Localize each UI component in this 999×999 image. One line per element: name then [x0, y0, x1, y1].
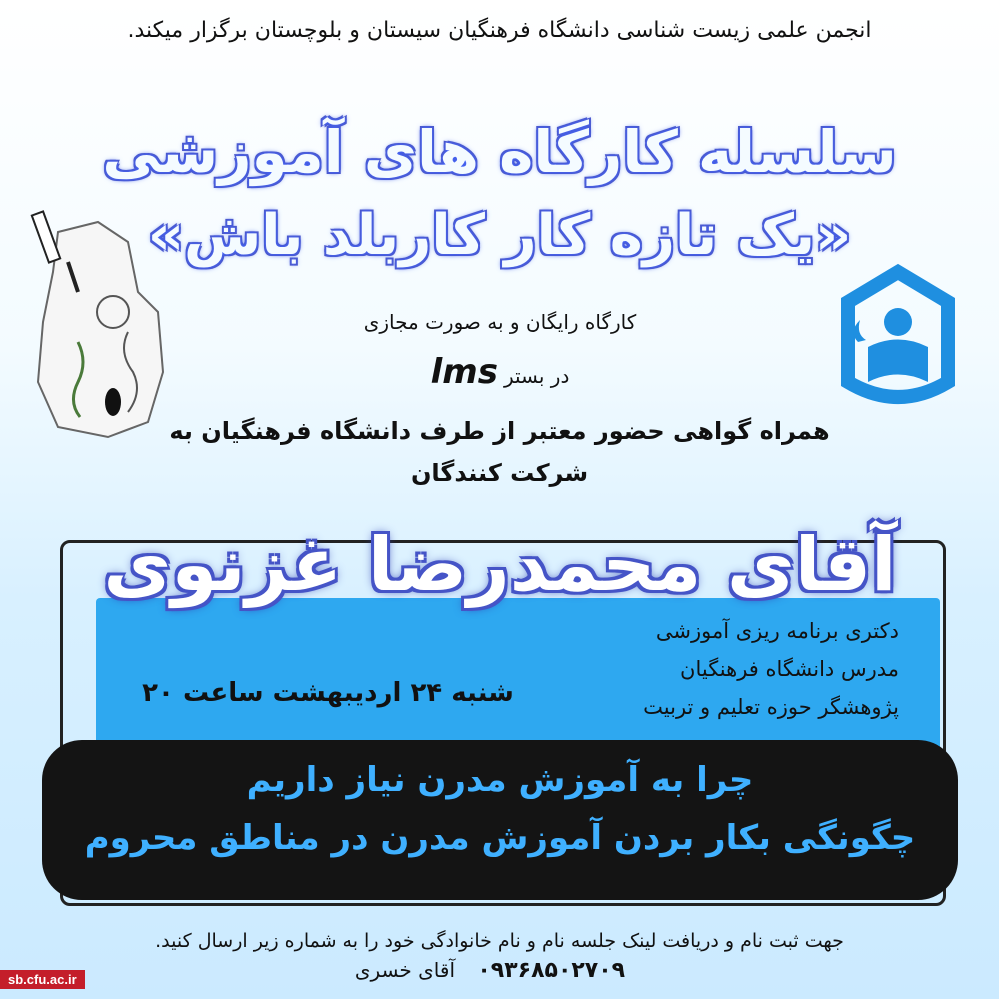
registration-contact-name: آقای خسری	[354, 958, 456, 982]
bio-line-degree: دکتری برنامه ریزی آموزشی	[655, 619, 899, 643]
bio-line-lecturer: مدرس دانشگاه فرهنگیان	[680, 657, 899, 681]
organizer-line: انجمن علمی زیست شناسی دانشگاه فرهنگیان سیستان و بلوچستان برگزار میکند.	[127, 18, 872, 43]
registration-contact	[330, 958, 650, 983]
topic-2: چگونگی بکار بردن آموزش مدرن در مناطق محروم	[84, 818, 916, 858]
topic-1: چرا به آموزش مدرن نیاز داریم	[246, 760, 754, 800]
university-logo-icon	[838, 262, 958, 422]
speaker-bio	[579, 612, 899, 726]
biology-association-logo-icon	[18, 202, 168, 442]
workshop-series-title: سلسله کارگاه های آموزشی	[102, 118, 897, 186]
workshop-slogan: «یک تازه کار کاربلد باش»	[147, 203, 852, 268]
registration-instruction: جهت ثبت نام و دریافت لینک جلسه نام و نام خانوادگی خود را به شماره زیر ارسال کنید.	[155, 930, 844, 952]
platform-prefix: در بستر	[503, 364, 570, 388]
speaker-name: آقای محمدرضا غزنوی	[103, 522, 897, 608]
free-online-note: کارگاه رایگان و به صورت مجازی	[363, 310, 637, 334]
platform-name: lms	[430, 352, 498, 392]
certificate-line-2: شرکت کنندگان	[410, 459, 589, 487]
site-watermark: sb.cfu.ac.ir	[0, 970, 85, 989]
registration-phone[interactable]: ۰۹۳۶۸۵۰۲۷۰۹	[477, 958, 626, 983]
certificate-line-1: همراه گواهی حضور معتبر از طرف دانشگاه فرهنگیان به	[169, 417, 830, 445]
session-date-time: شنبه ۲۴ اردیبهشت ساعت ۲۰	[142, 678, 514, 708]
platform-line	[380, 352, 620, 392]
bio-line-researcher: پژوهشگر حوزه تعلیم و تربیت	[643, 695, 899, 719]
